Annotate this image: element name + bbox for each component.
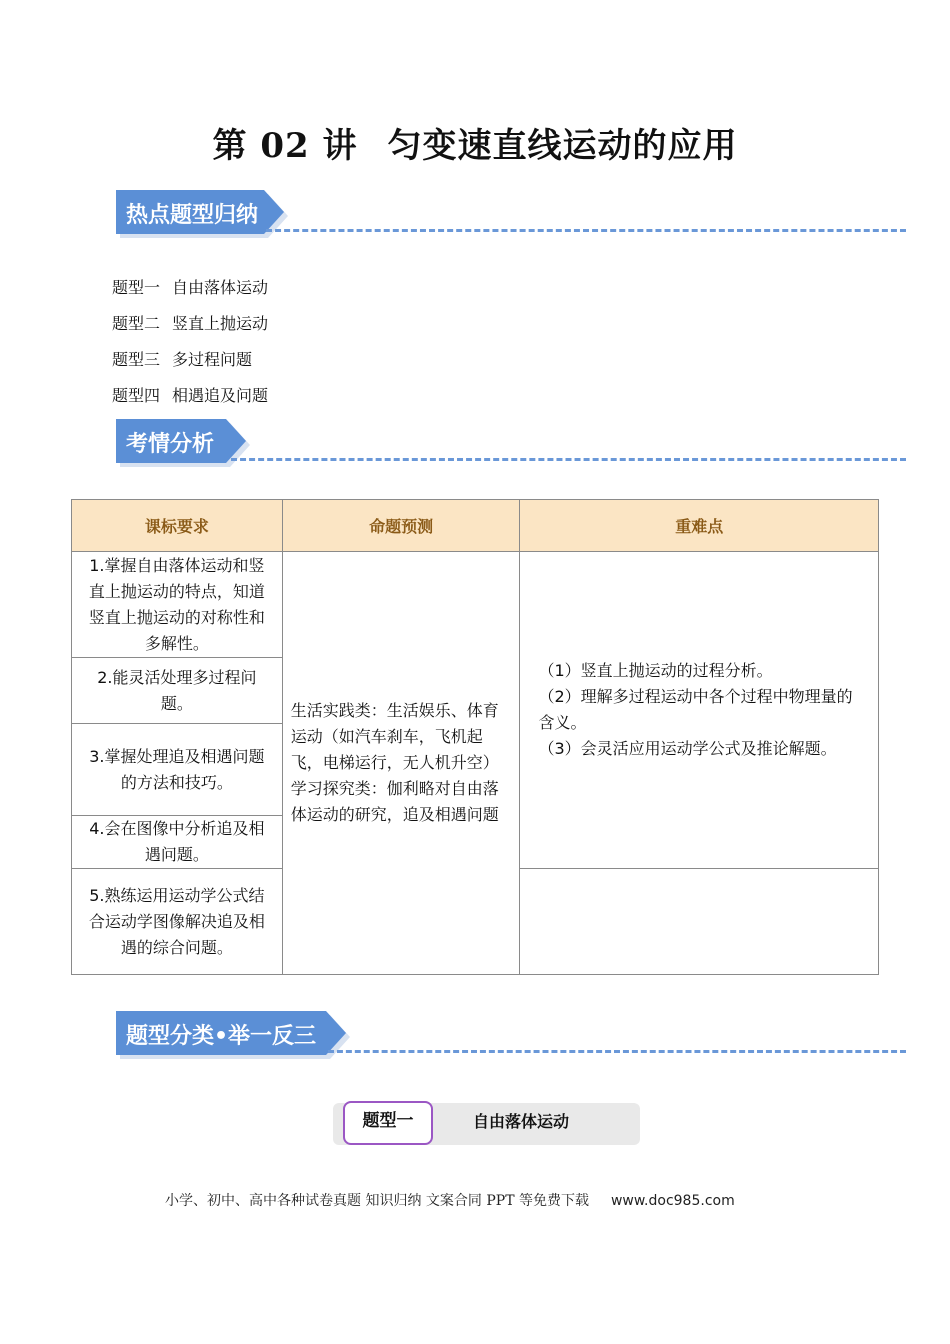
difficulty-item: （2）理解多过程运动中各个过程中物理量的含义。: [538, 687, 853, 732]
banner-divider: [231, 458, 906, 461]
prediction-cell: 生活实践类：生活娱乐、体育运动（如汽车刹车，飞机起飞，电梯运行，无人机升空）学习探究类：伽利略对自由落体运动的研究，追及相遇问题: [282, 552, 520, 975]
header-prediction: 命题预测: [282, 500, 520, 552]
header-difficulties: 重难点: [520, 500, 879, 552]
question-type-list: [112, 270, 268, 414]
lecture-number: 第 02 讲: [212, 126, 358, 166]
classification-banner-label: 题型分类•举一反三: [126, 1024, 317, 1049]
empty-cell: [520, 869, 879, 975]
requirement-cell: 1.掌握自由落体运动和竖直上抛运动的特点，知道竖直上抛运动的对称性和多解性。: [72, 552, 283, 658]
list-item: 题型三 多过程问题: [112, 350, 253, 369]
exam-analysis-table: [71, 499, 879, 975]
section-tag-text: 自由落体运动: [473, 1112, 570, 1131]
footer-url[interactable]: www.doc985.com: [610, 1193, 735, 1209]
list-item: 题型一 自由落体运动: [112, 278, 269, 297]
analysis-banner-label: 考情分析: [126, 432, 215, 457]
requirement-cell: 4.会在图像中分析追及相遇问题。: [72, 816, 283, 869]
difficulty-item: （1）竖直上抛运动的过程分析。: [538, 661, 773, 680]
list-item: 题型四 相遇追及问题: [112, 386, 269, 405]
section-tag: [333, 1103, 640, 1145]
hot-types-banner-label: 热点题型归纳: [126, 203, 259, 228]
banner-divider: [266, 229, 906, 232]
banner-divider: [328, 1050, 906, 1053]
difficulty-item: （3）会灵活应用运动学公式及推论解题。: [538, 739, 837, 758]
section-tag-label: 题型一: [343, 1101, 433, 1145]
list-item: 题型二 竖直上抛运动: [112, 314, 269, 333]
page-title: [0, 118, 950, 167]
difficulties-cell: [520, 552, 879, 869]
header-requirements: 课标要求: [72, 500, 283, 552]
requirement-cell: 3.掌握处理追及相遇问题的方法和技巧。: [72, 724, 283, 816]
footer: [165, 1190, 735, 1210]
requirement-cell: 2.能灵活处理多过程问题。: [72, 658, 283, 724]
footer-text: 小学、初中、高中各种试卷真题 知识归纳 文案合同 PPT 等免费下载: [165, 1193, 589, 1209]
lecture-topic: 匀变速直线运动的应用: [387, 126, 738, 166]
requirement-cell: 5.熟练运用运动学公式结合运动学图像解决追及相遇的综合问题。: [72, 869, 283, 975]
